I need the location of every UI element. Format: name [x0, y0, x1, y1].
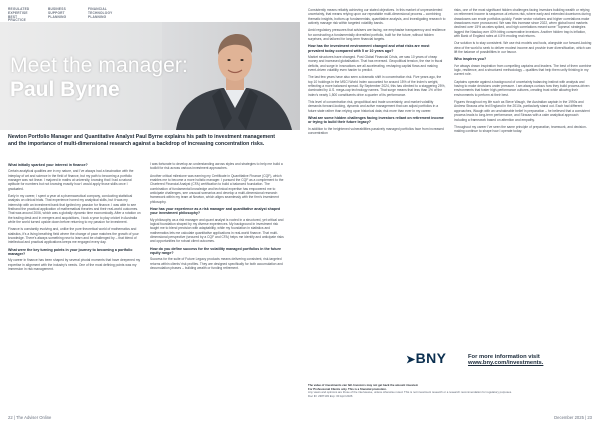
answer-paragraph: This level of concentration risk, geopolitical and trade uncertainty, and market volatility demands forward-looking, dynamic and active management that can adjust portfolios in a future state rather than relying upon historical data; risk more than ever in my career. [308, 100, 439, 113]
hero-title: Meet the manager: [10, 54, 188, 77]
question-heading: How do you define success for the volatility managed portfolios in the future equity range? [150, 246, 281, 256]
bny-info-prefix: For more information visit [468, 354, 540, 360]
question-heading: Who inspires you? [454, 57, 487, 62]
hero-banner [0, 22, 300, 130]
answer-paragraph: Certain analytical qualities are in my nature, and I've always had a fascination with the interplay of art and science in the field of finance, but my path to becoming a portfolio manager was not linear. I majored in maths at university, knowing that I had a natural aptitude for numbers but not knowing exactly how I would apply those skills once I graduated. [8, 169, 134, 191]
answer-paragraph: My philosophy as a risk manager and quant analyst is rooted in a structured, yet critical and logical foundation shaped by my diverse experiences. My background in investment risk taught me to blend precision with adaptability, while my foundation in statistics and mathematics lets me calculate quantitative applications in real-world finance. That multi-dimensional perspective (secured by a CQF and CFA) helps me identify and anticipate risks and opportunities for robust client outcomes. [150, 217, 284, 244]
question-heading: How has your experience as a risk manager and quantitative analyst shaped your investment philosophy? [150, 207, 281, 216]
answer-paragraph: risks, one of the most significant hidden challenges facing investors building wealth or relying on retirement income is sequence-of-returns risk, where early and extended downturns during drawdowns can erode portfolios quickly. Faster sector rotations and higher correlations make drawdowns more pronounced. We saw this increase since 2022, when global bond markets declined over 15% as rates spiked, and high correlations meant some 'Topness' strategies lagged the Nasdaq over 40% biting conservative investors. Another hidden trap is inflation, with Bank of England rates at 4.5% eroding real returns. [454, 8, 591, 39]
left-column-2 [150, 162, 288, 273]
answer-paragraph: Consistently means reliably achieving our stated objectives. In this market of unprecedented uncertainty, that means relying upon our repeatable multi-dimensional process – combining thematic insights, bottom-up fundamentals, quantitative analysis, and investigating research to actively manage risk within targeted volatility bands. [308, 8, 446, 26]
logo-1: REGULATED EXPERTISE BEST PRACTICE [8, 7, 30, 23]
bny-advert-bar [300, 344, 600, 378]
answer-paragraph: I was fortunate to develop an understanding across styles and strategies to help me build a toolkit for risk across various investment approaches. [150, 162, 283, 171]
answer-paragraph: My career in finance has been shaped by several pivotal moments that have deepened my expertise in alignment with the industry's needs. One of the most defining points was my immersion in risk management. [8, 258, 141, 272]
right-column-1 [308, 8, 446, 138]
question-heading: How has the investment environment changed and what risks are most prevalent today compared with 5 or 10 years ago? [308, 44, 430, 53]
bny-info-link[interactable]: www.bny.com/investments. [468, 360, 544, 366]
bny-logo [406, 350, 446, 366]
answer-paragraph: Throughout my career I've seen the same principle of preparation, teamwork, and decision-making continue to shape how I operate today. [454, 124, 587, 134]
answer-paragraph: Captains operate against a background of uncertainty balancing instinct with analysis and having to make decisions under pressure. I am always curious how they build process-driven environments that foster high-performance cultures, creating trust while allowing their environments to perform at their best. [454, 79, 590, 97]
answer-paragraph: Early in my career, I spent a year at a pharmaceutical company, conducting statistical analysis on clinical trials. That experience honed my analytical skills, but it was my internship with an investment bank that ignited my passion for finance. I was able to see firsthand the practical application of mathematical theories and their real-world outcomes. That was around 2006, which was a globally dynamic time economically. After a rotation on the trading desk and in mergers and acquisitions, I took a year to play cricket in Australia while the world turned upside down before returning to my passion for investment. [8, 194, 141, 225]
answer-paragraph: Market structures have changed. Post Global Financial Crisis, we saw 10 years of cheap money and increased globalisation. That has reversed. Geopolitical tension, the rise in fiscal deficits, and surge in innovations are all accelerating, reshaping capital flows and making event-driven volatility even harder to predict. [308, 55, 443, 73]
question-heading: What initially sparked your interest in finance? [8, 163, 88, 167]
answer-paragraph: I've always drawn inspiration from compelling captains and leaders. The best of them combine logic, resilience, and a structured methodology – qualities that help them unify thinking in my current role. [454, 63, 592, 77]
right-column-2 [454, 8, 592, 137]
answer-paragraph: Another critical milestone was earning my Certificate in Quantitative Finance (CQF), which enables me to become a more holistic manager. I pursued the CQF as a complement to the Chartered Financial Analyst (CFA) certification to build a balanced foundation. The combination of fundamental knowledge and technical expertise has empowered me to anticipate challenges, see unusual scenarios and develop a multi-dimensional research framework within my team at Newton, which aligns seamlessly with the firm's investment philosophy. [150, 173, 284, 204]
bny-chevron-icon: ➤ [406, 354, 416, 366]
left-column-1 [8, 162, 142, 274]
disclaimer [308, 384, 592, 398]
hero-name: Paul Byrne [10, 78, 120, 101]
folio-right: December 2025 | 23 [554, 415, 592, 420]
answer-paragraph: The last few years have also seen a dramatic shift in concentration risk. Five years ago, the top 10 holdings in the MSCI World Index accounted for around 15% of the Index's weight, reflecting a more balanced spread. By September 2024, this has climbed to a staggering 25%, dominated by U.S. mega-cap technology names. That surge means that less than 1% of the index's nearly 1,500 constituents drive a quarter of its performance. [308, 75, 446, 97]
disclaimer-line: Any views and opinions are those of the interviewee, unless otherwise noted. This is not investment research or a research recommendation for regulatory purposes. [308, 390, 512, 395]
answer-paragraph: Our solution is to stay consistent. We use risk models and tools, alongside our forward-looking view of the world to seek to deliver modest income and provide truer diversification, which can lift the balance of possibilities in our favour. [454, 41, 592, 55]
logo-3: FINANCIAL TECHNOLOGY PLANNING [88, 7, 113, 19]
answer-paragraph: Amid regulatory pressures that advisers are facing, we emphasise transparency and resilience for constructing a fundamentally diversified portfolio, built for the future, without hidden surprises, and tailored for long-term financial targets. [308, 28, 446, 42]
top-logos [8, 8, 116, 23]
intro-standfirst: Newton Portfolio Manager and Quantitative Analyst Paul Byrne explains his path to investment management and the importance of multi-dimensional research against a backdrop of increasing concentration risks. [8, 134, 276, 147]
disclaimer-line: Doc ID: 2387103 Exp: 30 April 2026 [308, 393, 353, 398]
answer-paragraph: Figures throughout my life such as Steve Waugh, the Australian captain in the 1990s and Andrew Strauss who led England in the 2010s, particularly stand out. Each had different approaches, Waugh with an unshakeable belief in preparation – he believed that a consistent process leads to long-term performance, and Strauss with a calm analytical approach including a framework based on attention and empathy. [454, 100, 590, 122]
answer-paragraph: Finance is constantly evolving and, unlike the pure theoretical world of mathematics and statistics, it's a living breathing field where the change of pace matches the growth of your knowledge. There's always something new to learn and be challenged by – that blend of intellectual and practical applications keeps me engaged every day. [8, 227, 139, 245]
disclaimer-line: The value of investments can fall. Investors may not get back the amount invested. [308, 383, 419, 387]
folio-left: 22 | The Adviser Online [8, 415, 52, 420]
disclaimer-line: For Professional Clients only. This is a financial promotion. [308, 386, 387, 391]
bny-info-text [468, 354, 600, 366]
logo-2: BUSINESS SUPPORT PLANNING [48, 7, 67, 19]
right-page [300, 0, 600, 424]
question-heading: What were the key turning points in your journey to becoming a portfolio manager? [8, 247, 133, 257]
answer-paragraph: In addition to the heightened vulnerabilities passively managed portfolios face from increased concentration [308, 126, 444, 136]
question-heading: What are some hidden challenges facing investors reliant on retirement income or trying to build their future legacy? [308, 116, 444, 125]
bny-logo-text: BNY [415, 350, 447, 366]
answer-paragraph: Success for the suite of Future Legacy products means delivering consistent, risk-targeted returns within clients' risk profiles. They are designed specifically for both accumulation and decumulation phases – building wealth or funding retirement. [150, 257, 283, 271]
